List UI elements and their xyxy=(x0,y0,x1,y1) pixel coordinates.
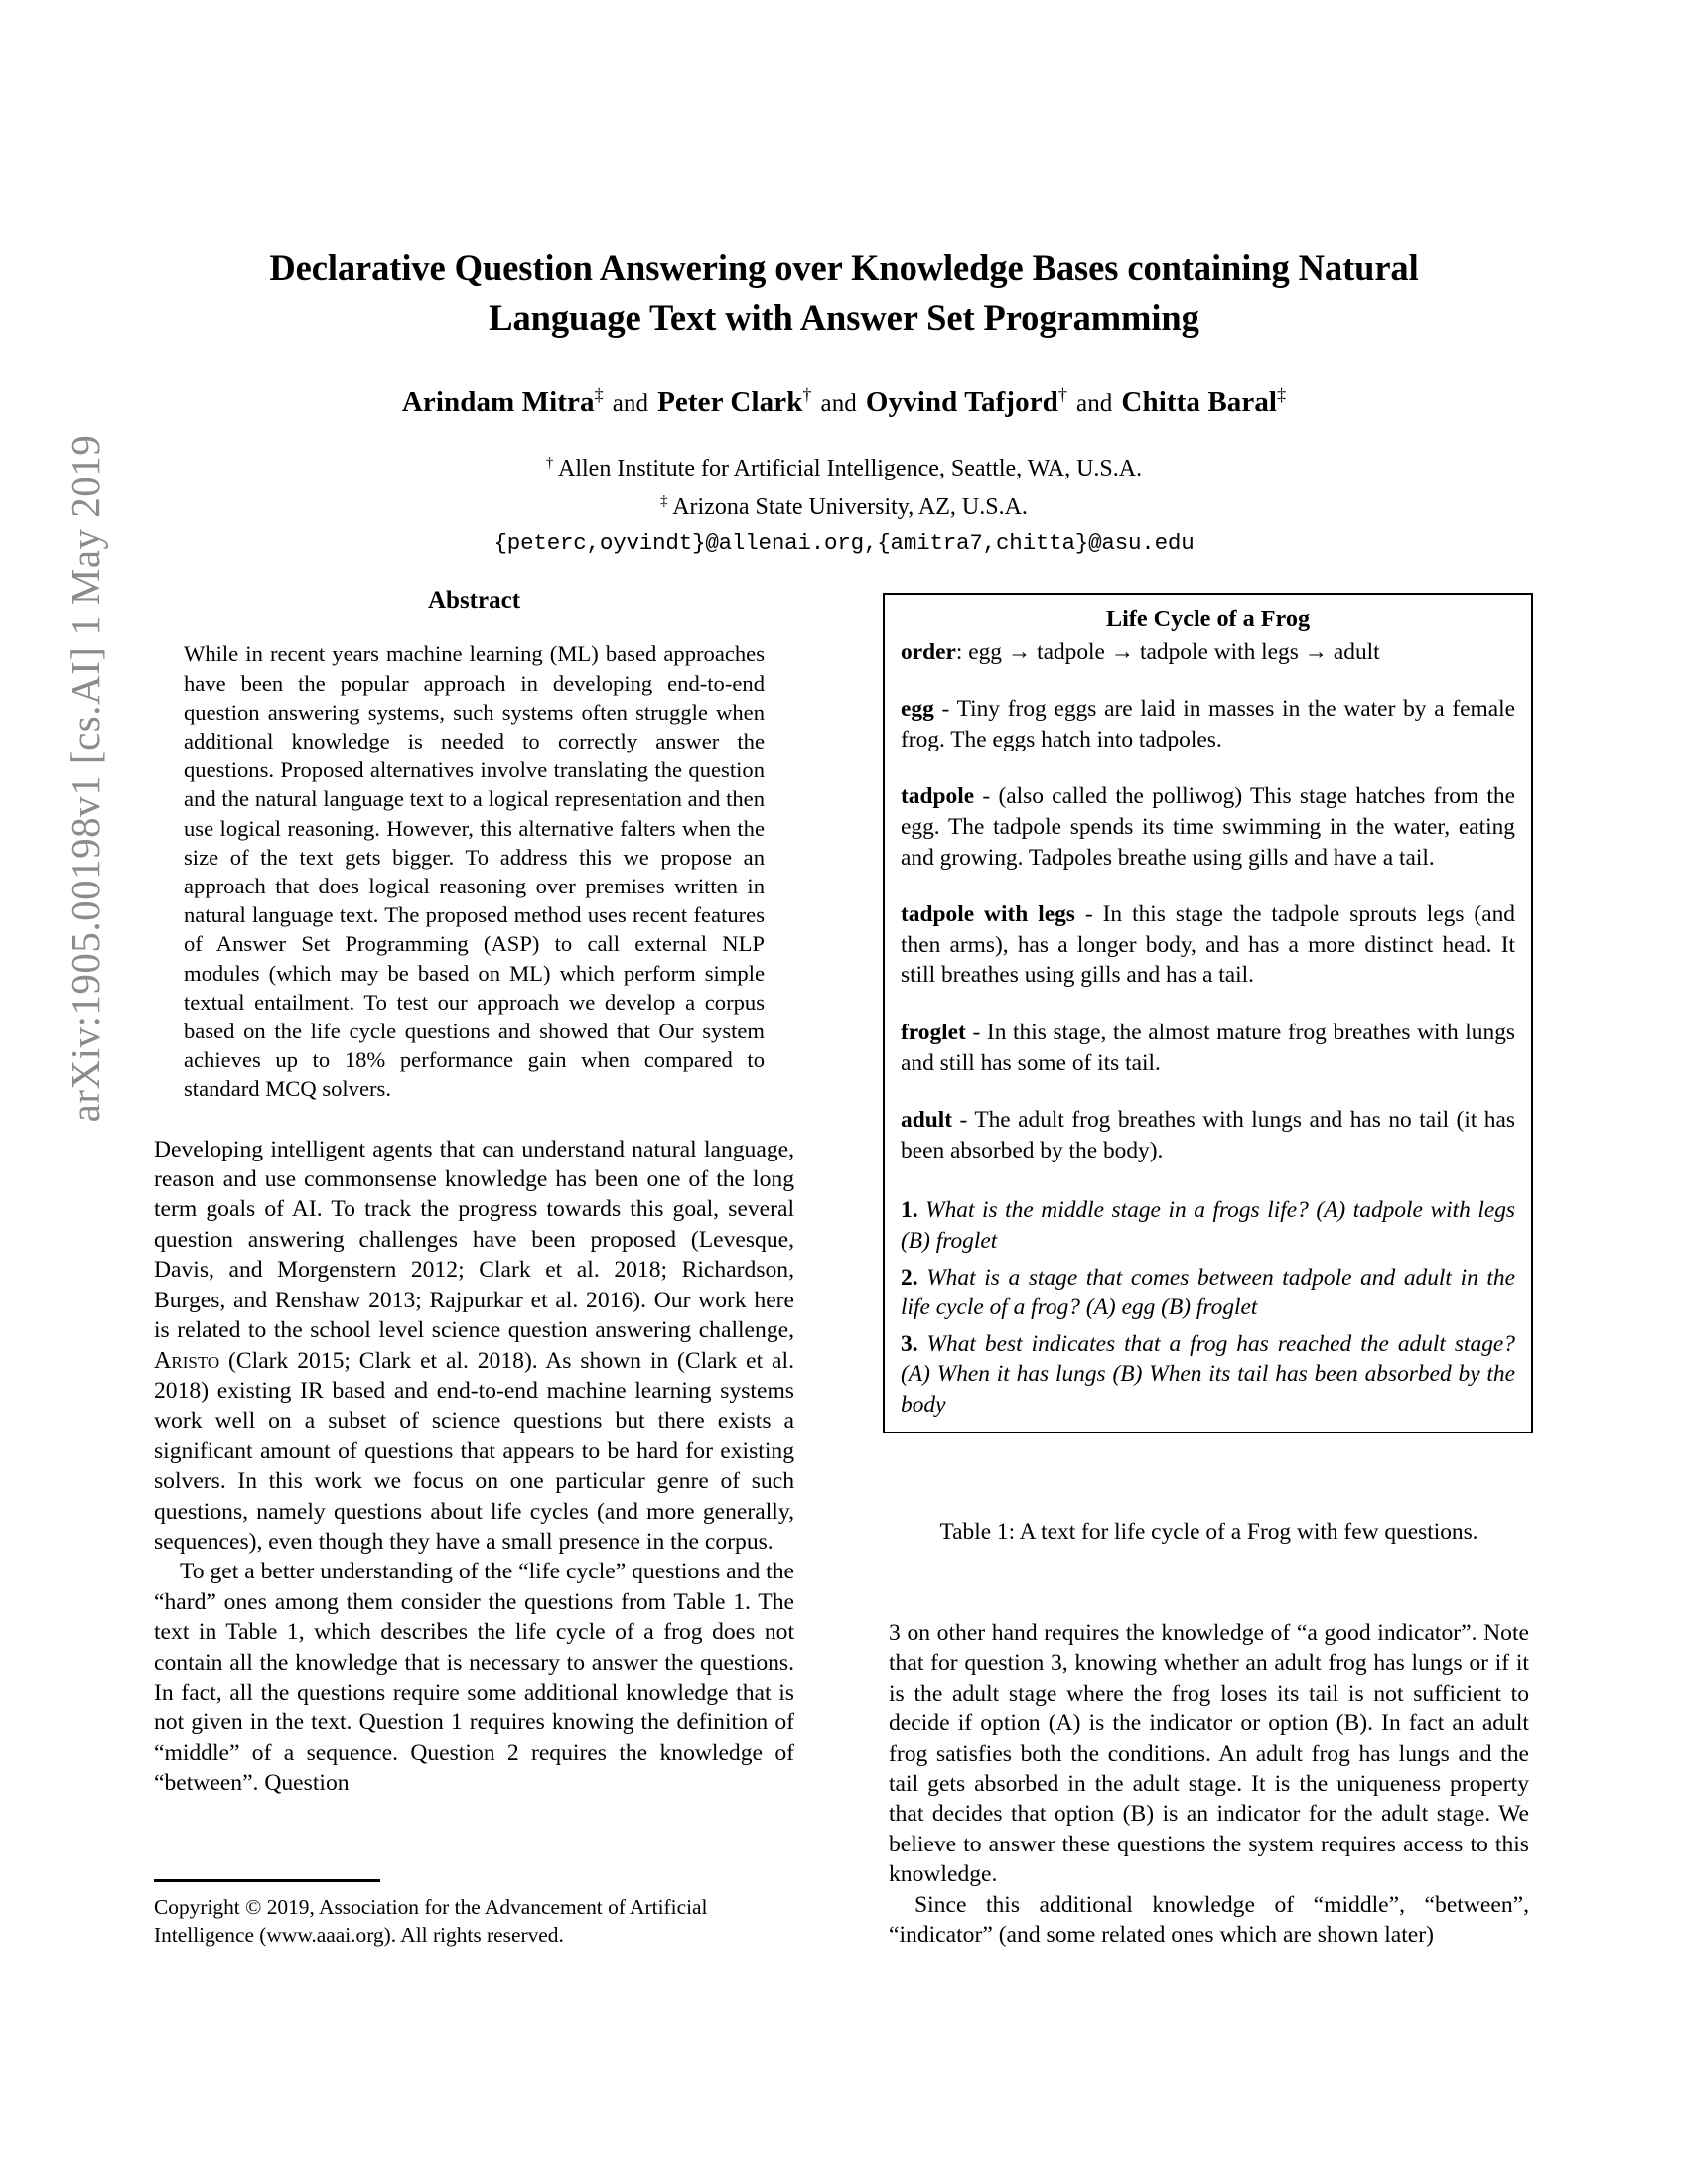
stage-adult-desc: - The adult frog breathes with lungs and has no tail (it has been absorbed by the body). xyxy=(901,1107,1515,1163)
author-1-mark: ‡ xyxy=(594,384,604,404)
copyright-text: Copyright © 2019, Association for the Advancement of Artificial Intelligence (www.aaai.org). All rights reserved. xyxy=(154,1895,708,1947)
author-4: Chitta Baral‡ xyxy=(1121,384,1287,418)
affiliation-2: ‡ Arizona State University, AZ, U.S.A. xyxy=(660,492,1028,520)
title-line-1: Declarative Question Answering over Knowledge Bases containing Natural xyxy=(269,247,1419,288)
table-1-title: Life Cycle of a Frog xyxy=(1105,606,1311,632)
right-paragraph-2: Since this additional knowledge of “middle”, “between”, “indicator” (and some related ones which are shown later) xyxy=(889,1891,1529,1949)
abstract-heading: Abstract xyxy=(427,587,521,614)
intro-paragraph-1: Developing intelligent agents that can understand natural language, reason and use commonsense knowledge has been one of the long term goals of AI. To track the progress towards this goal, several question answering challenges have been proposed (Levesque, Davis, and Morgenstern 2012; Clark et al. 2018; Richardson, Burges, and Renshaw 2013; Rajpurkar et al. 2016). Our work here is related to the school level science question answering challenge, Aristo (Clark 2015; Clark et al. 2018). As shown in (Clark et al. 2018) existing IR based and end-to-end machine learning systems work well on a subset of science questions but there exists a significant amount of questions that appears to be hard for existing solvers. In this work we focus on one particular genre of such questions, namely questions about life cycles (and more generally, sequences), even though they have a small presence in the corpus. xyxy=(154,1136,794,1555)
stage-tadpole-term: tadpole xyxy=(901,783,975,810)
affiliation-block xyxy=(149,447,1539,524)
stage-froglet xyxy=(901,1018,1515,1078)
footnote-rule xyxy=(154,1879,380,1882)
copyright-footnote xyxy=(154,1879,794,1949)
stage-adult xyxy=(901,1105,1515,1165)
author-3: Oyvind Tafjord† xyxy=(865,384,1068,418)
stage-adult-term: adult xyxy=(901,1107,953,1134)
right-column xyxy=(889,1618,1529,1950)
table-1-question-3 xyxy=(901,1329,1515,1421)
affiliation-1: † Allen Institute for Artificial Intelligence, Seattle, WA, U.S.A. xyxy=(545,454,1143,481)
stage-tadpole-with-legs-term: tadpole with legs xyxy=(901,901,1075,928)
arxiv-stamp: arXiv:1905.00198v1 [cs.AI] 1 May 2019 xyxy=(63,434,108,1123)
author-2-mark: † xyxy=(802,384,812,404)
order-label: order xyxy=(901,638,956,665)
title-line-2: Language Text with Answer Set Programming xyxy=(489,297,1199,338)
author-sep-3: and xyxy=(1076,389,1113,417)
order-value: : egg → tadpole → tadpole with legs → adult xyxy=(955,638,1380,665)
abstract-body-gap xyxy=(154,1104,794,1135)
question-2-number: 2. xyxy=(901,1264,918,1291)
stage-tadpole-desc: - (also called the polliwog) This stage hatches from the egg. The tadpole spends its time swimming in the water, eating and growing. Tadpoles breathe using gills and have a tail. xyxy=(901,783,1515,871)
aristo-name: Aristo xyxy=(154,1347,220,1374)
question-3-text: What best indicates that a frog has reached the adult stage? (A) When it has lungs (B) When its tail has been absorbed by the body xyxy=(901,1330,1515,1418)
table-1-caption: Table 1: A text for life cycle of a Frog with few questions. xyxy=(939,1519,1478,1545)
abstract-text: While in recent years machine learning (ML) based approaches have been the popular approach in developing end-to-end question answering systems, such systems often struggle when additional knowledge is needed to correctly answer the questions. Proposed alternatives involve translating the question and the natural language text to a logical representation and then use logical reasoning. However, this alternative falters when the size of the text gets bigger. To address this we propose an approach that does logical reasoning over premises written in natural language text. The proposed method uses recent features of Answer Set Programming (ASP) to call external NLP modules (which may be based on ML) which perform simple textual entailment. To test our approach we develop a corpus based on the life cycle questions and showed that Our system achieves up to 18% performance gain when compared to standard MCQ solvers. xyxy=(184,641,765,1102)
stage-froglet-term: froglet xyxy=(901,1019,966,1045)
affiliation-1-mark: † xyxy=(545,454,554,471)
author-3-mark: † xyxy=(1057,384,1068,404)
author-1: Arindam Mitra‡ xyxy=(401,384,604,418)
question-1-number: 1. xyxy=(901,1197,918,1224)
left-column xyxy=(154,586,794,1799)
table-1-question-1 xyxy=(901,1195,1515,1256)
question-2-text: What is a stage that comes between tadpole and adult in the life cycle of a frog? (A) egg (B) froglet xyxy=(901,1264,1515,1321)
author-emails: {peterc,oyvindt}@allenai.org,{amitra7,chitta}@asu.edu xyxy=(493,529,1195,556)
stage-tadpole-with-legs xyxy=(901,899,1515,991)
right-paragraph-1: 3 on other hand requires the knowledge of “a good indicator”. Note that for question 3, knowing whether an adult frog has lungs or if it is the adult stage where the frog loses its tail is not sufficient to decide if option (A) is the indicator or option (B). In fact an adult frog satisfies both the conditions. An adult frog has lungs and the tail gets absorbed in the adult stage. It is the uniqueness property that decides that option (B) is an indicator for the adult stage. We believe to answer these questions the system requires access to this knowledge. xyxy=(889,1620,1529,1888)
affiliation-2-mark: ‡ xyxy=(660,492,668,509)
stage-froglet-desc: - In this stage, the almost mature frog breathes with lungs and still has some of its tail. xyxy=(901,1019,1515,1076)
table-1-question-2 xyxy=(901,1263,1515,1323)
page-title xyxy=(149,243,1539,342)
author-sep-1: and xyxy=(612,389,649,417)
author-2: Peter Clark† xyxy=(657,384,812,418)
question-1-text: What is the middle stage in a frogs life? (A) tadpole with legs (B) froglet xyxy=(901,1197,1515,1254)
question-3-number: 3. xyxy=(901,1330,918,1357)
stage-tadpole xyxy=(901,781,1515,873)
stage-tadpole-with-legs-desc: - In this stage the tadpole sprouts legs (and then arms), has a longer body, and has a more distinct head. It still breathes using gills and has a tail. xyxy=(901,901,1515,989)
table-1-order-line xyxy=(901,637,1515,668)
stage-egg-desc: - Tiny frog eggs are laid in masses in the water by a female frog. The eggs hatch into tadpoles. xyxy=(901,696,1515,752)
stage-egg xyxy=(901,694,1515,754)
abstract-gain-number: 18% xyxy=(344,1047,386,1073)
stage-egg-term: egg xyxy=(901,696,934,723)
author-4-mark: ‡ xyxy=(1277,384,1287,404)
table-1-box xyxy=(883,593,1533,1433)
intro-paragraph-2: To get a better understanding of the “life cycle” questions and the “hard” ones among them consider the questions from Table 1. The text in Table 1, which describes the life cycle of a frog does not contain all the knowledge that is necessary to answer the questions. In fact, all the questions require some additional knowledge that is not given in the text. Question 1 requires knowing the definition of “middle” of a sequence. Question 2 requires the knowledge of “between”. Question xyxy=(154,1559,794,1797)
title-block xyxy=(149,243,1539,556)
author-sep-2: and xyxy=(820,389,857,417)
author-list xyxy=(149,384,1539,419)
